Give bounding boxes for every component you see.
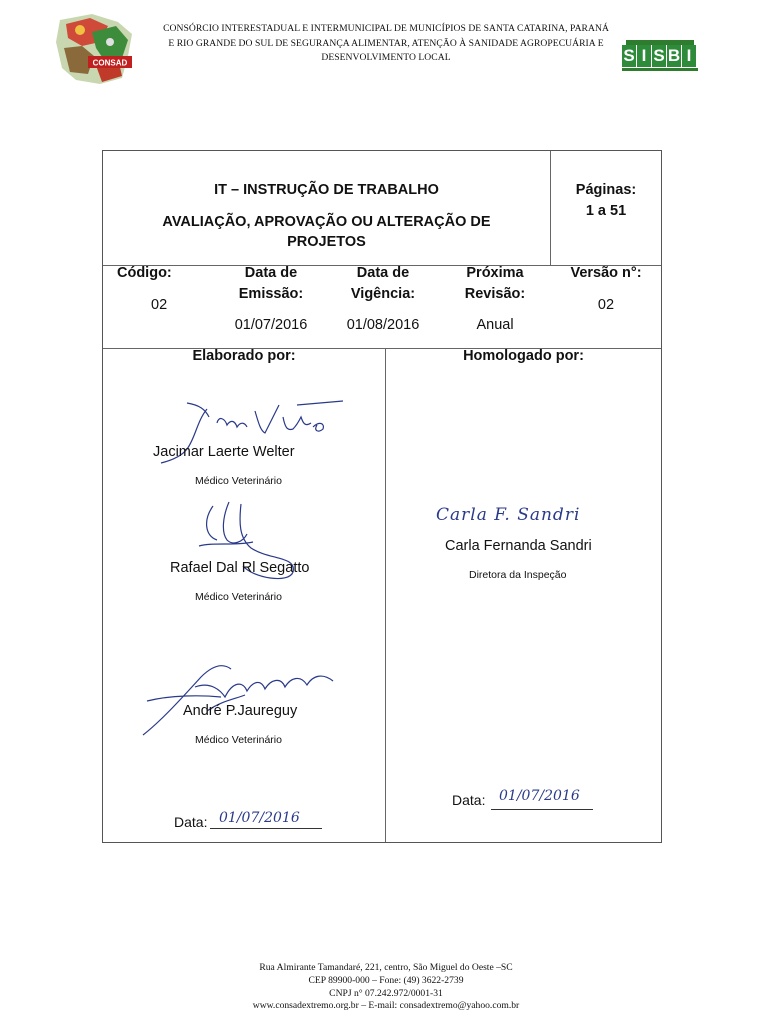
org-header: CONSÓRCIO INTERESTADUAL E INTERMUNICIPAL DE MUNICÍPIOS DE SANTA CATARINA, PARANÁ E RIO GRANDE DO SUL DE SEGURANÇA ALIMENTAR, ATENÇÃO À SANIDADE AGROPECUÁRIA E DESENVOLVIMENTO LOCAL — [163, 23, 609, 63]
validity-label-2: Vigência: — [350, 286, 416, 302]
preparer-name: Jacimar Laerte Welter — [153, 444, 295, 460]
code-value: 02 — [151, 297, 168, 313]
prepared-by-label: Elaborado por: — [192, 348, 296, 364]
emission-label-1: Data de — [244, 265, 298, 281]
date-day: 01 — [499, 788, 517, 804]
footer-web-email: www.consadextremo.org.br – E-mail: consadextremo@yahoo.com.br — [252, 1000, 520, 1012]
pages-value: 1 a 51 — [585, 203, 627, 219]
sisbi-letter: S — [623, 46, 635, 65]
preparer-date-label: Data: — [174, 814, 208, 830]
approver-date-label: Data: — [452, 792, 486, 808]
preparer-date-line — [210, 828, 322, 829]
version-label: Versão n°: — [570, 265, 642, 281]
approver-role: Diretora da Inspeção — [469, 569, 567, 581]
sisbi-letter: I — [637, 45, 651, 67]
preparer-role: Médico Veterinário — [195, 475, 282, 487]
approved-by-label: Homologado por: — [463, 348, 584, 364]
preparer-name: Rafael Dal Rl Segatto — [170, 560, 310, 576]
approver-name: Carla Fernanda Sandri — [445, 538, 592, 554]
version-value: 02 — [597, 297, 615, 313]
date-year: 2016 — [544, 788, 580, 804]
preparer-role: Médico Veterinário — [195, 591, 282, 603]
footer-cnpj: CNPJ n° 07.242.972/0001-31 — [329, 987, 443, 999]
footer — [160, 962, 612, 1013]
preparer-role: Médico Veterinário — [195, 734, 282, 746]
emission-label-2: Emissão: — [238, 286, 304, 302]
date-year: 2016 — [264, 810, 300, 826]
pages-label: Páginas: — [575, 182, 637, 198]
document-subject-line1: AVALIAÇÃO, APROVAÇÃO OU ALTERAÇÃO DE — [162, 214, 491, 230]
sisbi-logo — [622, 40, 698, 72]
preparer-date-value: 01/07/2016 — [219, 810, 300, 826]
validity-date: 01/08/2016 — [346, 317, 420, 333]
sisbi-letter: S — [653, 46, 665, 65]
validity-label-1: Data de — [356, 265, 410, 281]
review-label-1: Próxima — [466, 265, 524, 281]
approver-date-value: 01/07/2016 — [499, 788, 580, 804]
document-subject-line2: PROJETOS — [287, 234, 366, 250]
date-month: 07 — [521, 788, 540, 804]
document-control-table — [102, 150, 662, 843]
review-value: Anual — [476, 317, 514, 333]
preparer-name: André P.Jaureguy — [183, 703, 298, 719]
emission-date: 01/07/2016 — [234, 317, 308, 333]
footer-cep-phone: CEP 89900-000 – Fone: (49) 3622-2739 — [308, 974, 464, 986]
sisbi-letter: I — [682, 45, 696, 67]
approver-signature: Carla F. Sandri — [436, 505, 581, 525]
consad-logo-text: CONSAD — [92, 58, 128, 68]
signature-jaureguy — [141, 651, 341, 741]
approver-date-line — [491, 809, 593, 810]
date-month: 07 — [241, 810, 260, 826]
code-label: Código: — [117, 265, 172, 281]
footer-address: Rua Almirante Tamandaré, 221, centro, São Miguel do Oeste –SC — [259, 962, 513, 973]
date-day: 01 — [219, 810, 237, 826]
consad-logo — [52, 12, 136, 86]
sisbi-letter: B — [667, 46, 681, 65]
review-label-2: Revisão: — [464, 286, 526, 302]
document-type-title: IT – INSTRUÇÃO DE TRABALHO — [214, 182, 439, 198]
